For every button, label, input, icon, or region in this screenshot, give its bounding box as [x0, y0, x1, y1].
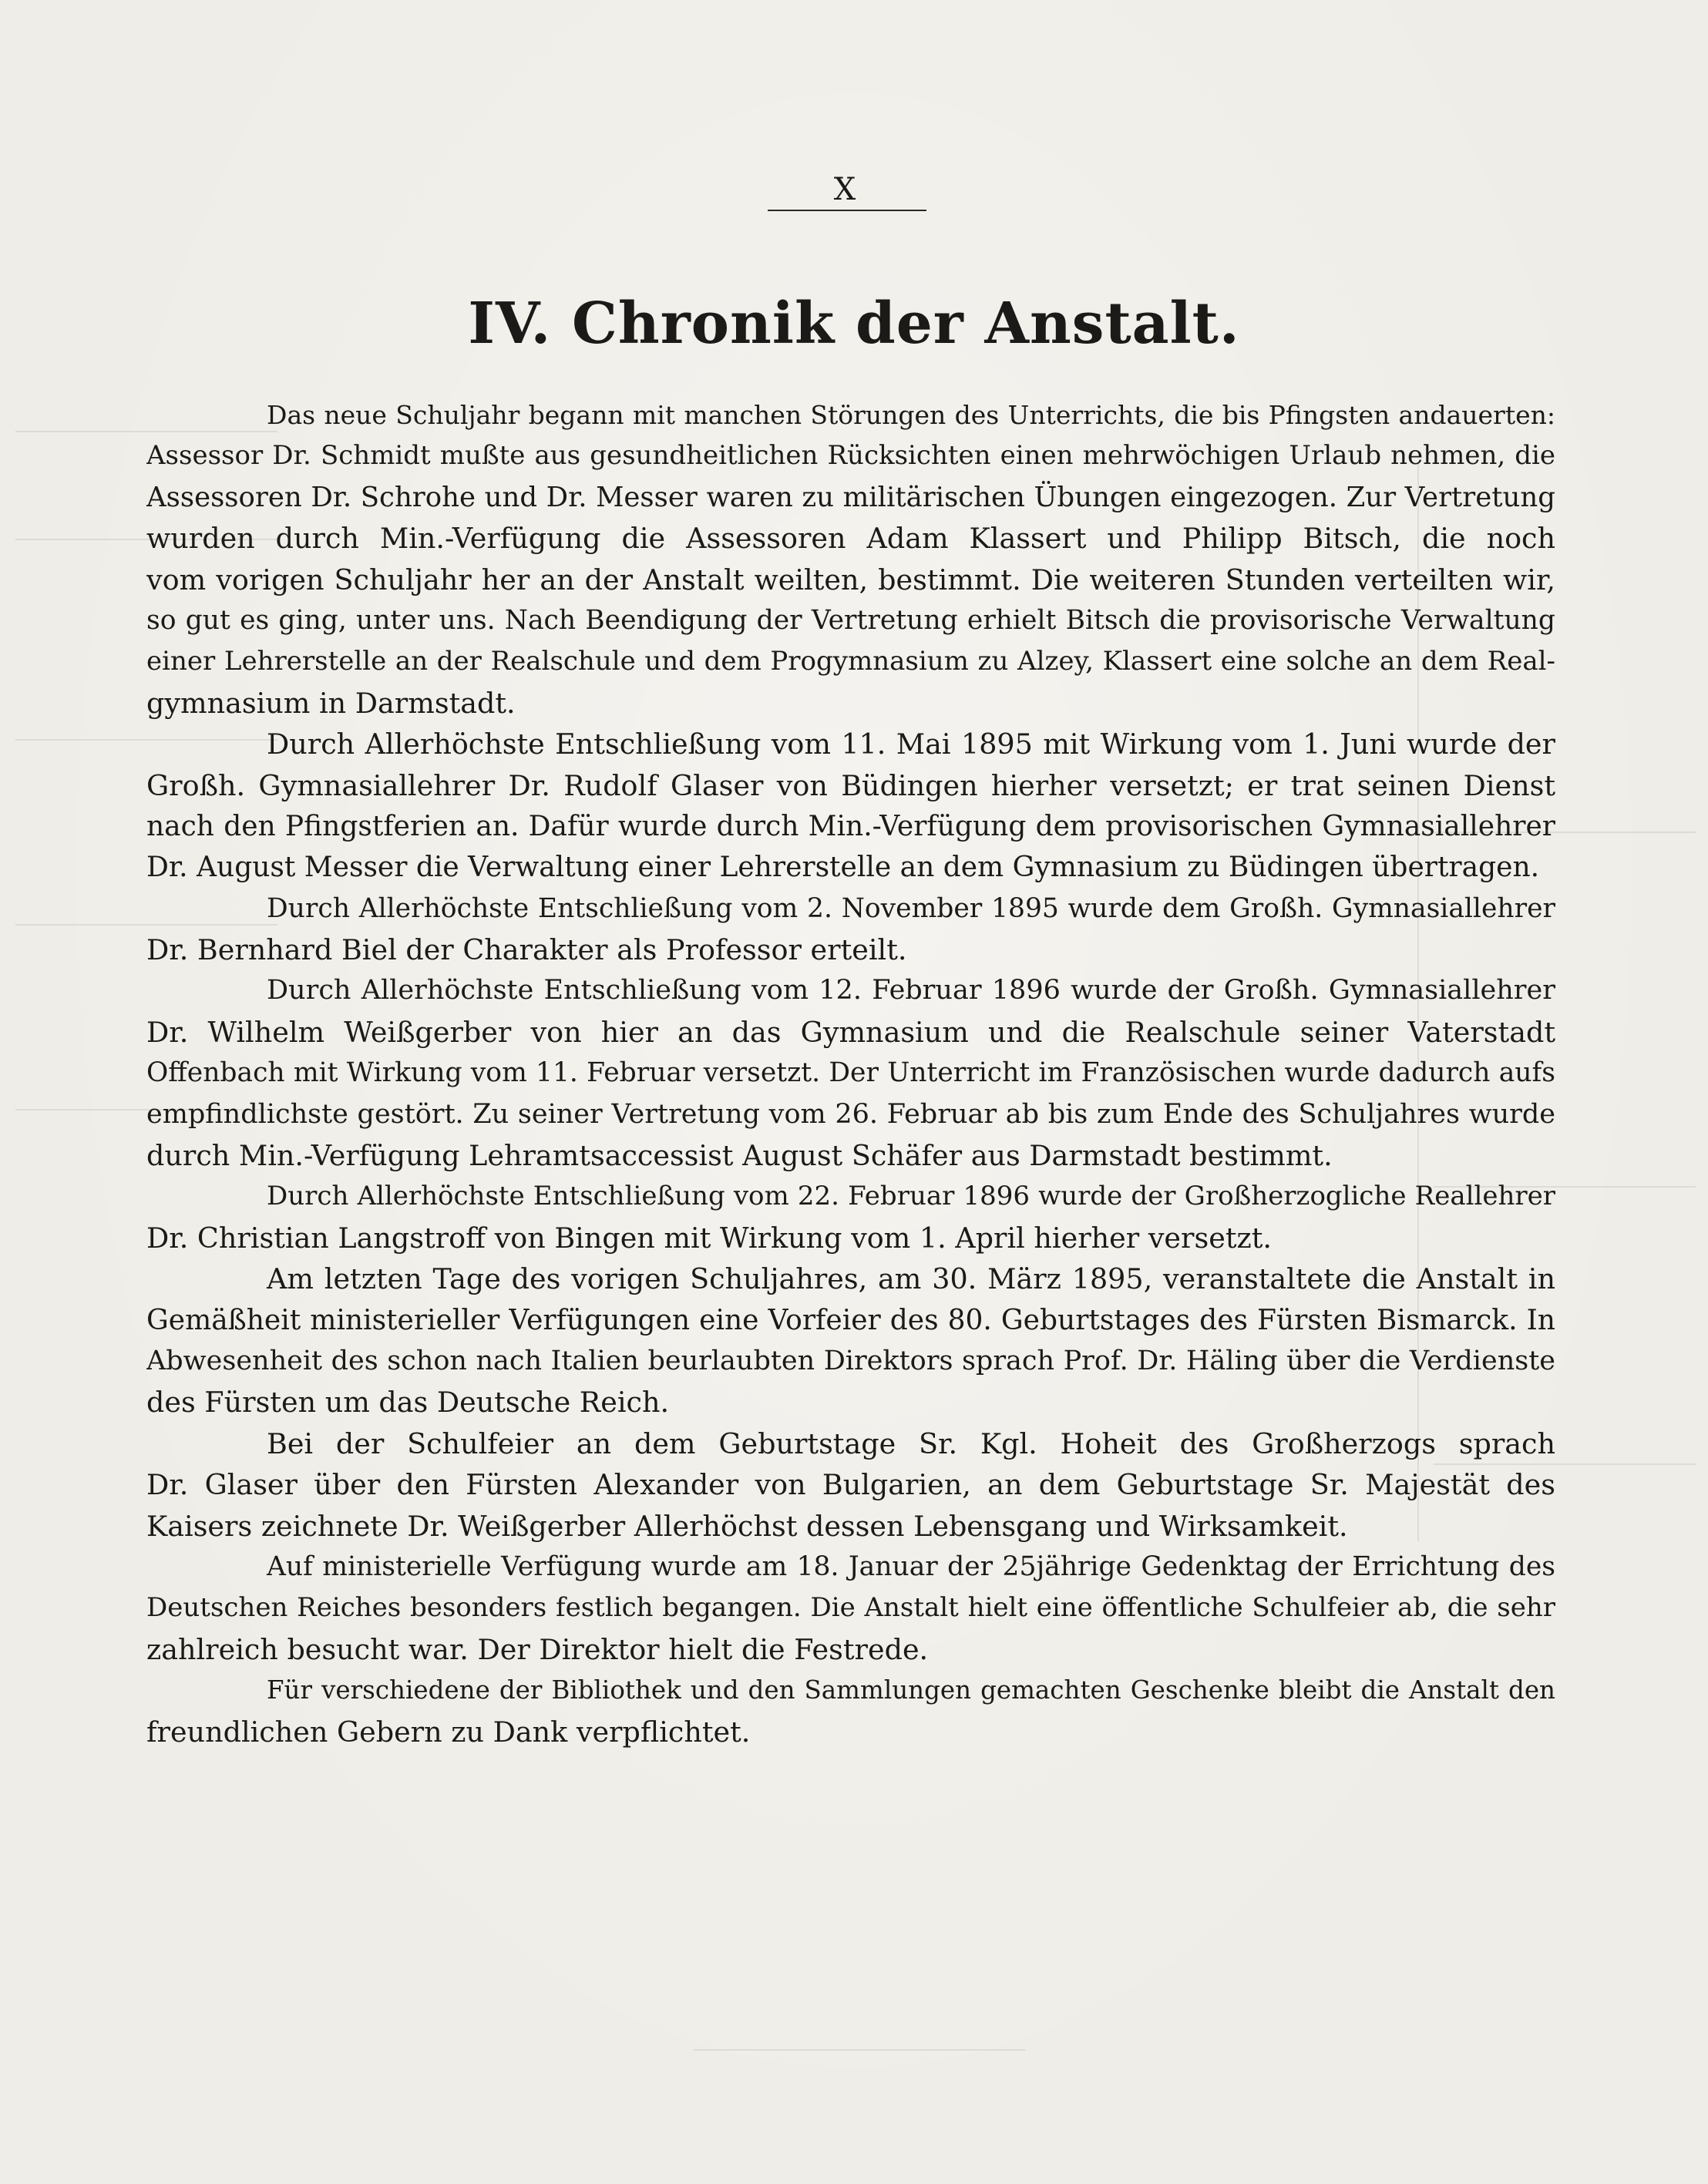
paragraph-school-year-start — [146, 395, 1555, 724]
text-line: Das neue Schuljahr begann mit manchen Störungen des Unterrichts, die bis Pfingsten andauerten: — [267, 400, 1555, 430]
page-number: X — [833, 172, 858, 207]
text-line: Assessoren Dr. Schrohe und Dr. Messer waren zu militärischen Übungen eingezogen. Zur Vertretung — [146, 481, 1555, 513]
text-line: einer Lehrerstelle an der Realschule und dem Progymnasium zu Alzey, Klassert eine solche an dem Real- — [146, 646, 1555, 677]
chronicle-text — [146, 395, 1555, 1752]
page-number-rule — [768, 210, 926, 211]
text-line: Für verschiedene der Bibliothek und den Sammlungen gemachten Geschenke bleibt die Anstalt den — [267, 1675, 1555, 1705]
text-line: Durch Allerhöchste Entschließung vom 22. Februar 1896 wurde der Großherzogliche Reallehrer — [267, 1181, 1555, 1212]
text-line: empfindlichste gestört. Zu seiner Vertretung vom 26. Februar ab bis zum Ende des Schuljahres wurde — [146, 1098, 1555, 1130]
text-line: wurden durch Min.-Verfügung die Assessoren Adam Klassert und Philipp Bitsch, die noch — [146, 522, 1555, 556]
text-line: Am letzten Tage des vorigen Schuljahres, am 30. März 1895, veranstaltete die Anstalt in — [267, 1262, 1555, 1296]
text-line: Durch Allerhöchste Entschließung vom 11. Mai 1895 mit Wirkung vom 1. Juni wurde der — [267, 727, 1555, 761]
text-line: Durch Allerhöchste Entschließung vom 2. November 1895 wurde dem Großh. Gymnasiallehrer — [267, 892, 1555, 924]
chapter-title: IV. Chronik der Anstalt. — [468, 291, 1240, 357]
text-line: Deutschen Reiches besonders festlich begangen. Die Anstalt hielt eine öffentliche Schulfeier ab, die sehr — [146, 1592, 1555, 1624]
paragraph-reich-anniversary — [146, 1547, 1555, 1670]
paragraph-bismarck-celebration — [146, 1258, 1555, 1423]
text-line: Offenbach mit Wirkung vom 11. Februar versetzt. Der Unterricht im Französischen wurde dadurch aufs — [146, 1057, 1555, 1089]
text-line: Dr. Christian Langstroff von Bingen mit Wirkung vom 1. April hierher versetzt. — [146, 1221, 1272, 1255]
text-line: so gut es ging, unter uns. Nach Beendigung der Vertretung erhielt Bitsch die provisorische Verwaltung — [146, 604, 1555, 636]
text-line: des Fürsten um das Deutsche Reich. — [146, 1386, 670, 1420]
text-line: Dr. Glaser über den Fürsten Alexander von Bulgarien, an dem Geburtstage Sr. Majestät des — [146, 1468, 1555, 1502]
text-line: Assessor Dr. Schmidt mußte aus gesundheitlichen Rücksichten einen mehrwöchigen Urlaub nehmen, die — [146, 440, 1555, 472]
paragraph-donations-thanks — [146, 1670, 1555, 1752]
text-line: gymnasium in Darmstadt. — [146, 686, 516, 720]
text-line: vom vorigen Schuljahr her an der Anstalt weilten, bestimmt. Die weiteren Stunden verteilten wir, — [146, 563, 1555, 596]
text-line: Kaisers zeichnete Dr. Weißgerber Allerhöchst dessen Lebensgang und Wirksamkeit. — [146, 1509, 1348, 1543]
text-line: zahlreich besucht war. Der Direktor hielt die Festrede. — [146, 1632, 929, 1666]
text-line: Dr. Wilhelm Weißgerber von hier an das Gymnasium und die Realschule seiner Vaterstadt — [146, 1015, 1555, 1049]
text-line: freundlichen Gebern zu Dank verpflichtet. — [146, 1715, 751, 1749]
text-line: Auf ministerielle Verfügung wurde am 18. Januar der 25jährige Gedenktag der Errichtung des — [267, 1551, 1555, 1582]
paragraph-weissgerber-transfer — [146, 970, 1555, 1176]
paragraph-biel-professor — [146, 889, 1555, 971]
paragraph-birthday-celebrations — [146, 1423, 1555, 1547]
text-line: durch Min.-Verfügung Lehramtsaccessist August Schäfer aus Darmstadt bestimmt. — [146, 1139, 1333, 1173]
text-line: Bei der Schulfeier an dem Geburtstage Sr. Kgl. Hoheit des Großherzogs sprach — [267, 1426, 1555, 1460]
text-line: Großh. Gymnasiallehrer Dr. Rudolf Glaser von Büdingen hierher versetzt; er trat seinen Dienst — [146, 768, 1555, 802]
text-line: nach den Pfingstferien an. Dafür wurde durch Min.-Verfügung dem provisorischen Gymnasiallehrer — [146, 810, 1555, 842]
text-line: Durch Allerhöchste Entschließung vom 12. Februar 1896 wurde der Großh. Gymnasiallehrer — [267, 975, 1555, 1006]
paragraph-glaser-transfer — [146, 724, 1555, 889]
text-line: Dr. Bernhard Biel der Charakter als Professor erteilt. — [146, 933, 907, 967]
text-line: Abwesenheit des schon nach Italien beurlaubten Direktors sprach Prof. Dr. Häling über die Verdienste — [146, 1345, 1555, 1376]
paragraph-langstroff-transfer — [146, 1176, 1555, 1258]
text-line: Gemäßheit ministerieller Verfügungen eine Vorfeier des 80. Geburtstages des Fürsten Bismarck. In — [146, 1304, 1555, 1336]
text-line: Dr. August Messer die Verwaltung einer Lehrerstelle an dem Gymnasium zu Büdingen übertragen. — [146, 852, 1540, 884]
